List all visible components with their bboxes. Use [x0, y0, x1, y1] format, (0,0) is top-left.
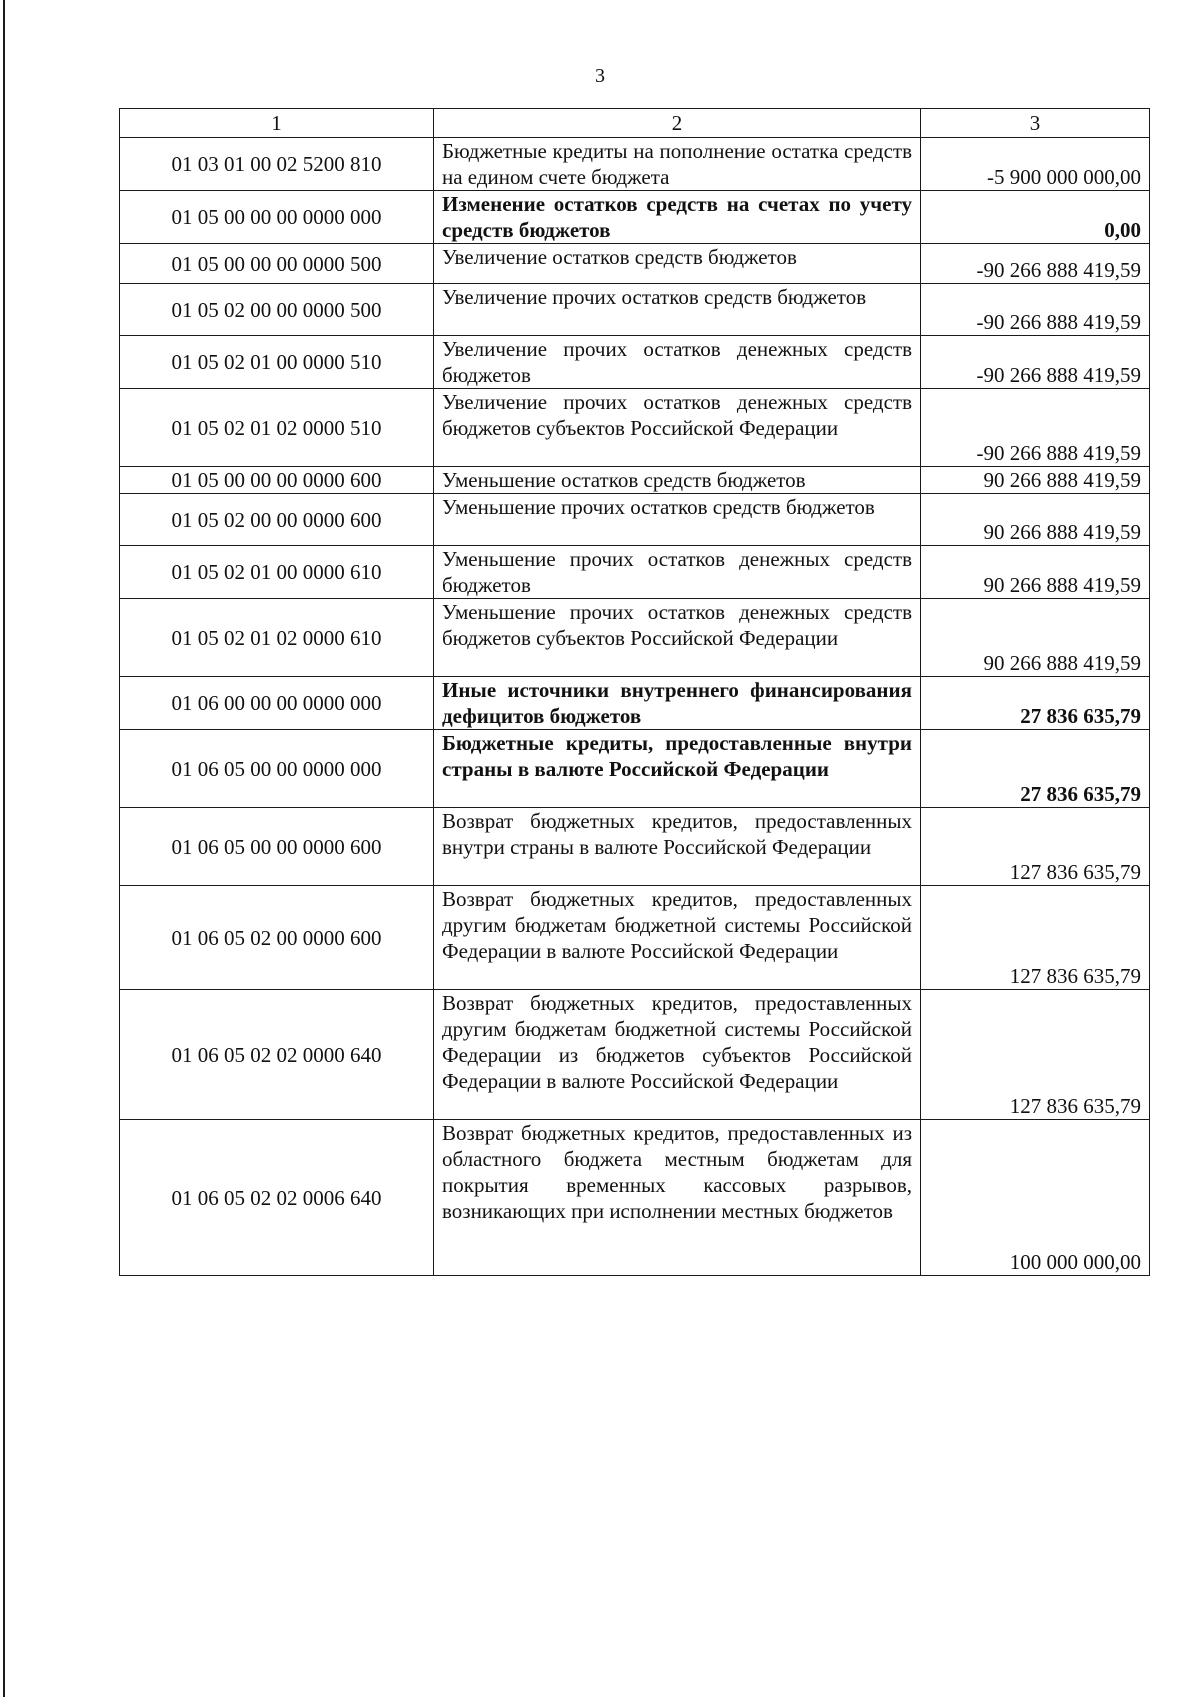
amount-cell: -90 266 888 419,59 — [921, 336, 1150, 389]
source-name-cell: Возврат бюджетных кредитов, предоставленных из областного бюджета местным бюджетам для покрытия временных кассовых разрывов, возникающих при исполнении местных бюджетов — [434, 1120, 921, 1276]
budget-code-cell: 01 05 00 00 00 0000 500 — [120, 244, 434, 284]
budget-code-cell: 01 06 05 02 00 0000 600 — [120, 886, 434, 990]
source-name-cell: Уменьшение остатков средств бюджетов — [434, 467, 921, 494]
amount-cell: 90 266 888 419,59 — [921, 494, 1150, 546]
amount-cell: 27 836 635,79 — [921, 677, 1150, 730]
budget-code-cell: 01 03 01 00 02 5200 810 — [120, 138, 434, 191]
budget-code-cell: 01 05 02 01 02 0000 610 — [120, 599, 434, 677]
table-row — [120, 886, 1150, 990]
table-row — [120, 677, 1150, 730]
budget-code-cell: 01 06 05 00 00 0000 000 — [120, 730, 434, 808]
amount-cell: 100 000 000,00 — [921, 1120, 1150, 1276]
budget-code-cell: 01 05 02 00 00 0000 500 — [120, 284, 434, 336]
table-row — [120, 494, 1150, 546]
source-name-cell: Увеличение прочих остатков денежных средств бюджетов — [434, 336, 921, 389]
amount-cell: 90 266 888 419,59 — [921, 546, 1150, 599]
source-name-cell: Бюджетные кредиты на пополнение остатка средств на едином счете бюджета — [434, 138, 921, 191]
amount-cell: 90 266 888 419,59 — [921, 599, 1150, 677]
amount-cell: -90 266 888 419,59 — [921, 244, 1150, 284]
table-row — [120, 599, 1150, 677]
table-header-row — [120, 109, 1150, 138]
amount-cell: 127 836 635,79 — [921, 808, 1150, 886]
budget-code-cell: 01 05 00 00 00 0000 600 — [120, 467, 434, 494]
budget-code-cell: 01 05 02 01 02 0000 510 — [120, 389, 434, 467]
amount-cell: 127 836 635,79 — [921, 990, 1150, 1120]
table-row — [120, 284, 1150, 336]
source-name-cell: Иные источники внутреннего финансирования дефицитов бюджетов — [434, 677, 921, 730]
amount-cell: 127 836 635,79 — [921, 886, 1150, 990]
source-name-cell: Уменьшение прочих остатков денежных средств бюджетов — [434, 546, 921, 599]
source-name-cell: Увеличение остатков средств бюджетов — [434, 244, 921, 284]
page-number: 3 — [595, 65, 605, 87]
budget-code-cell: 01 06 05 02 02 0006 640 — [120, 1120, 434, 1276]
budget-code-cell: 01 05 02 01 00 0000 510 — [120, 336, 434, 389]
table-row — [120, 990, 1150, 1120]
amount-cell: -5 900 000 000,00 — [921, 138, 1150, 191]
amount-cell: -90 266 888 419,59 — [921, 284, 1150, 336]
header-col-2: 2 — [434, 109, 921, 138]
table-row — [120, 730, 1150, 808]
budget-sources-table — [119, 108, 1150, 1276]
table-row — [120, 336, 1150, 389]
source-name-cell: Увеличение прочих остатков денежных средств бюджетов субъектов Российской Федерации — [434, 389, 921, 467]
budget-code-cell: 01 05 02 00 00 0000 600 — [120, 494, 434, 546]
source-name-cell: Уменьшение прочих остатков средств бюджетов — [434, 494, 921, 546]
source-name-cell: Увеличение прочих остатков средств бюджетов — [434, 284, 921, 336]
budget-code-cell: 01 06 05 02 02 0000 640 — [120, 990, 434, 1120]
table-row — [120, 389, 1150, 467]
source-name-cell: Возврат бюджетных кредитов, предоставленных другим бюджетам бюджетной системы Российской Федерации из бюджетов субъектов Российской Федерации в валюте Российской Федерации — [434, 990, 921, 1120]
scan-edge-line — [3, 0, 5, 1697]
header-col-1: 1 — [120, 109, 434, 138]
table-row — [120, 808, 1150, 886]
budget-code-cell: 01 06 05 00 00 0000 600 — [120, 808, 434, 886]
source-name-cell: Возврат бюджетных кредитов, предоставленных другим бюджетам бюджетной системы Российской Федерации в валюте Российской Федерации — [434, 886, 921, 990]
table-row — [120, 191, 1150, 244]
amount-cell: 90 266 888 419,59 — [921, 467, 1150, 494]
table-body — [120, 138, 1150, 1276]
amount-cell: 0,00 — [921, 191, 1150, 244]
source-name-cell: Уменьшение прочих остатков денежных средств бюджетов субъектов Российской Федерации — [434, 599, 921, 677]
budget-code-cell: 01 05 02 01 00 0000 610 — [120, 546, 434, 599]
table-row — [120, 467, 1150, 494]
source-name-cell: Возврат бюджетных кредитов, предоставленных внутри страны в валюте Российской Федерации — [434, 808, 921, 886]
table-row — [120, 244, 1150, 284]
budget-code-cell: 01 06 00 00 00 0000 000 — [120, 677, 434, 730]
amount-cell: -90 266 888 419,59 — [921, 389, 1150, 467]
amount-cell: 27 836 635,79 — [921, 730, 1150, 808]
table-row — [120, 1120, 1150, 1276]
budget-code-cell: 01 05 00 00 00 0000 000 — [120, 191, 434, 244]
source-name-cell: Изменение остатков средств на счетах по учету средств бюджетов — [434, 191, 921, 244]
table-row — [120, 138, 1150, 191]
header-col-3: 3 — [921, 109, 1150, 138]
source-name-cell: Бюджетные кредиты, предоставленные внутри страны в валюте Российской Федерации — [434, 730, 921, 808]
table-row — [120, 546, 1150, 599]
